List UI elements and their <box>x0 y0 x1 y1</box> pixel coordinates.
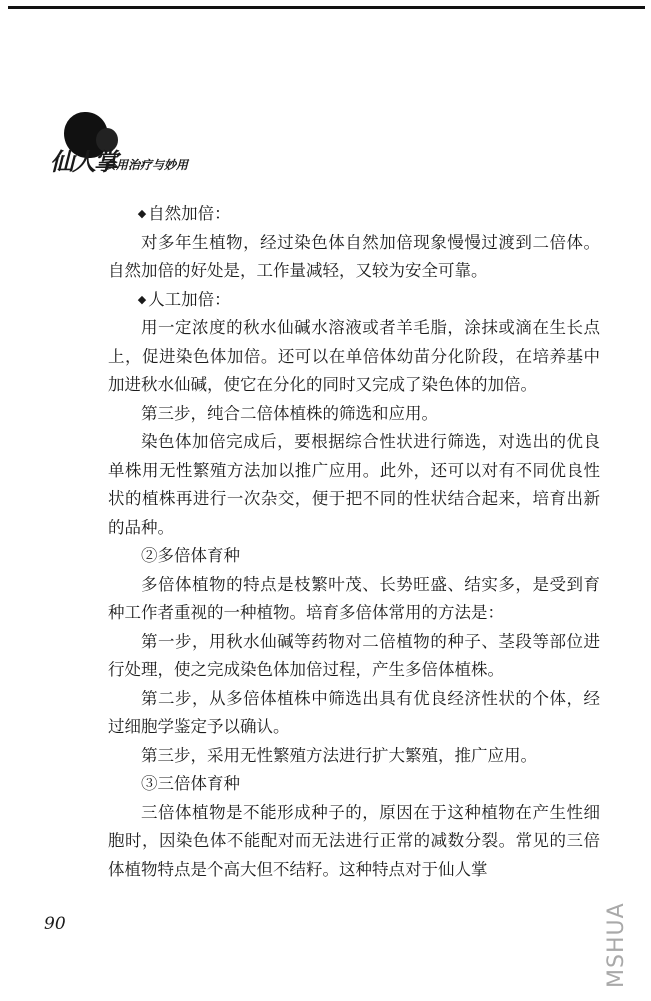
diamond-bullet-icon: ◆ <box>137 207 147 220</box>
subheading-artificial-doubling: ◆ 人工加倍： <box>108 286 600 315</box>
paragraph: 三倍体植物是不能形成种子的，原因在于这种植物在产生性细胞时，因染色体不能配对而无法进行正常的减数分裂。常见的三倍体植物特点是个高大但不结籽。这种特点对于仙人掌 <box>108 802 600 879</box>
section-heading-triploid: ③三倍体育种 <box>141 774 240 793</box>
paragraph: 对多年生植物，经过染色体自然加倍现象慢慢过渡到二倍体。自然加倍的好处是，工作量减轻，又较为安全可靠。 <box>108 232 600 280</box>
paragraph: 染色体加倍完成后，要根据综合性状进行筛选，对选出的优良单株用无性繁殖方法加以推广应用。此外，还可以对有不同优良性状的植株再进行一次杂交，便于把不同的性状结合起来，培育出新的品种。 <box>108 432 600 537</box>
paragraph: 第三步，采用无性繁殖方法进行扩大繁殖，推广应用。 <box>141 745 537 765</box>
page-number: 90 <box>44 914 66 934</box>
page-body <box>108 200 600 884</box>
paragraph: 多倍体植物的特点是枝繁叶茂、长势旺盛、结实多，是受到育种工作者重视的一种植物。培育多倍体常用的方法是： <box>108 574 600 622</box>
paragraph: 第一步，用秋水仙碱等药物对二倍植物的种子、茎段等部位进行处理，使之完成染色体加倍过程，产生多倍体植株。 <box>108 631 600 679</box>
paragraph: 第二步，从多倍体植株中筛选出具有优良经济性状的个体，经过细胞学鉴定予以确认。 <box>108 688 600 736</box>
section-heading-polyploid: ②多倍体育种 <box>141 546 240 565</box>
header-rule <box>8 6 645 9</box>
paragraph: 用一定浓度的秋水仙碱水溶液或者羊毛脂，涂抹或滴在生长点上，促进染色体加倍。还可以在单倍体幼苗分化阶段，在培养基中加进秋水仙碱，使它在分化的同时又完成了染色体的加倍。 <box>108 318 600 394</box>
paragraph: 第三步，纯合二倍体植株的筛选和应用。 <box>141 403 438 423</box>
logo-title: 仙人掌 <box>50 147 116 176</box>
subheading-natural-doubling: ◆ 自然加倍： <box>108 200 600 229</box>
diamond-bullet-icon: ◆ <box>137 292 147 306</box>
watermark: MSHUA <box>604 902 629 988</box>
logo-subtitle: 食用治疗与妙用 <box>104 158 189 172</box>
book-logo <box>44 112 244 176</box>
